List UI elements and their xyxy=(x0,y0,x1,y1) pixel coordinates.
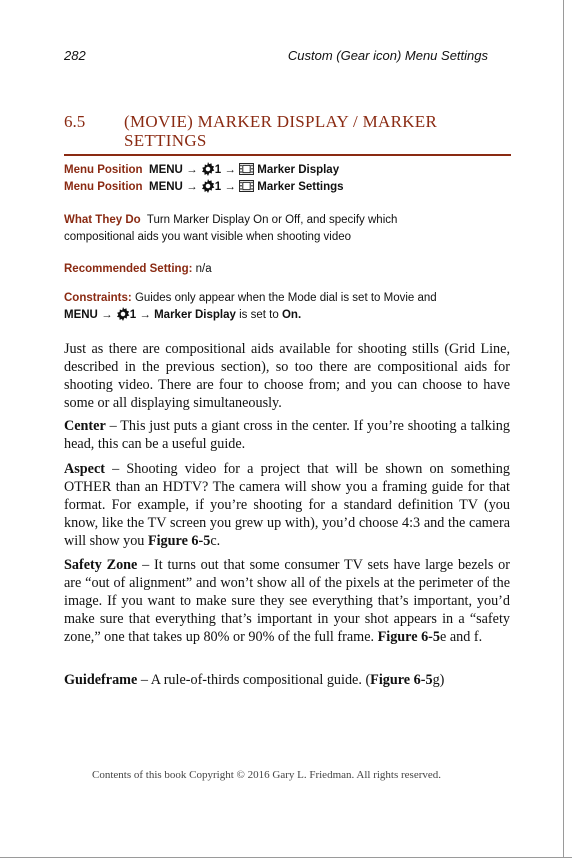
guide-text-wrap xyxy=(64,671,510,689)
term-guideframe: Guideframe xyxy=(64,672,138,688)
constraints-text: Guides only appear when the Mode dial is set to Movie and xyxy=(134,292,437,304)
movie-film-icon xyxy=(239,180,254,192)
constraints-label: Constraints: xyxy=(64,292,132,304)
menu-position-block xyxy=(64,162,524,196)
page-number: 282 xyxy=(64,48,86,63)
term-safety-zone: Safety Zone xyxy=(64,557,138,573)
term-center: Center xyxy=(64,418,106,434)
gear-icon xyxy=(201,162,215,176)
menu-keyword: MENU xyxy=(64,309,98,321)
gear-icon xyxy=(201,179,215,193)
what-they-do-text: Turn Marker Display On or Off, and specify which compositional aids you want visible when shooting video xyxy=(64,214,398,243)
guide-text: – A rule-of-thirds compositional guide. ( xyxy=(137,672,371,688)
arrow-icon: → xyxy=(186,181,198,193)
menu-tab-number: 1 xyxy=(214,181,222,193)
recommended-setting-block xyxy=(64,261,524,278)
menu-position-label: Menu Position xyxy=(64,164,143,176)
arrow-icon: → xyxy=(101,309,113,321)
figure-ref: Figure 6-5 xyxy=(370,672,433,688)
constraints-line-1 xyxy=(64,290,524,307)
menu-keyword: MENU xyxy=(148,181,183,193)
safety-text: – It turns out that some consumer TV sets have large bezels or are “out of alignment” and won’t show all of the pixels at the perimeter of the image. If you want to make sure they see everything that’s important, you’d make sure that everything that’s important in your shot appears in a “safety zone,” one that takes up 80% or 90% of the full frame. xyxy=(64,557,510,645)
aspect-text: – Shooting video for a project that will be shown on something OTHER than an HDTV? The camera will show you a framing guide for that format. For example, if you’re shooting for a standard definition TV (you know, like the TV screen you grew up with), you’d choose 4:3 and the camera will show you xyxy=(64,461,510,549)
arrow-icon: → xyxy=(139,309,151,321)
safety-zone-paragraph xyxy=(64,556,510,646)
movie-film-icon xyxy=(239,163,254,175)
constraints-text-2: is set to xyxy=(239,309,279,321)
arrow-icon: → xyxy=(224,164,236,176)
constraints-block xyxy=(64,290,524,324)
gear-icon xyxy=(116,307,130,321)
copyright-footer: Contents of this book Copyright © 2016 Gary L. Friedman. All rights reserved. xyxy=(92,769,442,781)
constraints-value: On. xyxy=(281,309,302,321)
recommended-setting-label: Recommended Setting: xyxy=(64,263,193,275)
aspect-text-wrap xyxy=(64,460,510,550)
menu-tab-number: 1 xyxy=(129,309,137,321)
center-text-wrap xyxy=(64,417,510,453)
aspect-tail: c. xyxy=(210,533,221,549)
section-title: (MOVIE) MARKER DISPLAY / MARKER SETTINGS xyxy=(124,112,438,150)
menu-position-line-2 xyxy=(64,179,524,196)
figure-ref: Figure 6-5 xyxy=(147,533,211,549)
menu-item-marker-settings: Marker Settings xyxy=(257,181,344,193)
intro-text: Just as there are compositional aids available for shooting stills (Grid Line, described in the previous section), so too there are compositional aids for shooting video. There are four to choose from; and you can choose to have some or all displaying simultaneously. xyxy=(64,341,510,411)
guide-tail: g) xyxy=(432,672,445,688)
arrow-icon: → xyxy=(224,181,236,193)
term-aspect: Aspect xyxy=(64,461,105,477)
what-they-do-label: What They Do xyxy=(64,214,141,226)
menu-position-line-1 xyxy=(64,162,524,179)
figure-ref: Figure 6-5 xyxy=(377,629,440,645)
center-paragraph xyxy=(64,417,510,453)
recommended-setting-value: n/a xyxy=(195,263,212,275)
guideframe-paragraph xyxy=(64,671,510,689)
running-header: Custom (Gear icon) Menu Settings xyxy=(287,48,488,63)
menu-tab-number: 1 xyxy=(214,164,222,176)
center-text: – This just puts a giant cross in the center. If you’re shooting a talking head, this can be a useful guide. xyxy=(64,418,510,452)
what-they-do-block xyxy=(64,212,444,246)
section-number: 6.5 xyxy=(64,112,86,131)
safety-tail: e and f. xyxy=(439,629,483,645)
menu-item-marker-display: Marker Display xyxy=(257,164,340,176)
section-rule xyxy=(64,154,511,156)
safety-text-wrap xyxy=(64,556,510,646)
constraints-line-2 xyxy=(64,307,524,324)
constraints-setting: Marker Display xyxy=(154,309,236,321)
aspect-paragraph xyxy=(64,460,510,550)
arrow-icon: → xyxy=(186,164,198,176)
menu-keyword: MENU xyxy=(148,164,183,176)
intro-paragraph xyxy=(64,340,510,412)
page-edge-right xyxy=(563,0,564,858)
menu-position-label: Menu Position xyxy=(64,181,143,193)
